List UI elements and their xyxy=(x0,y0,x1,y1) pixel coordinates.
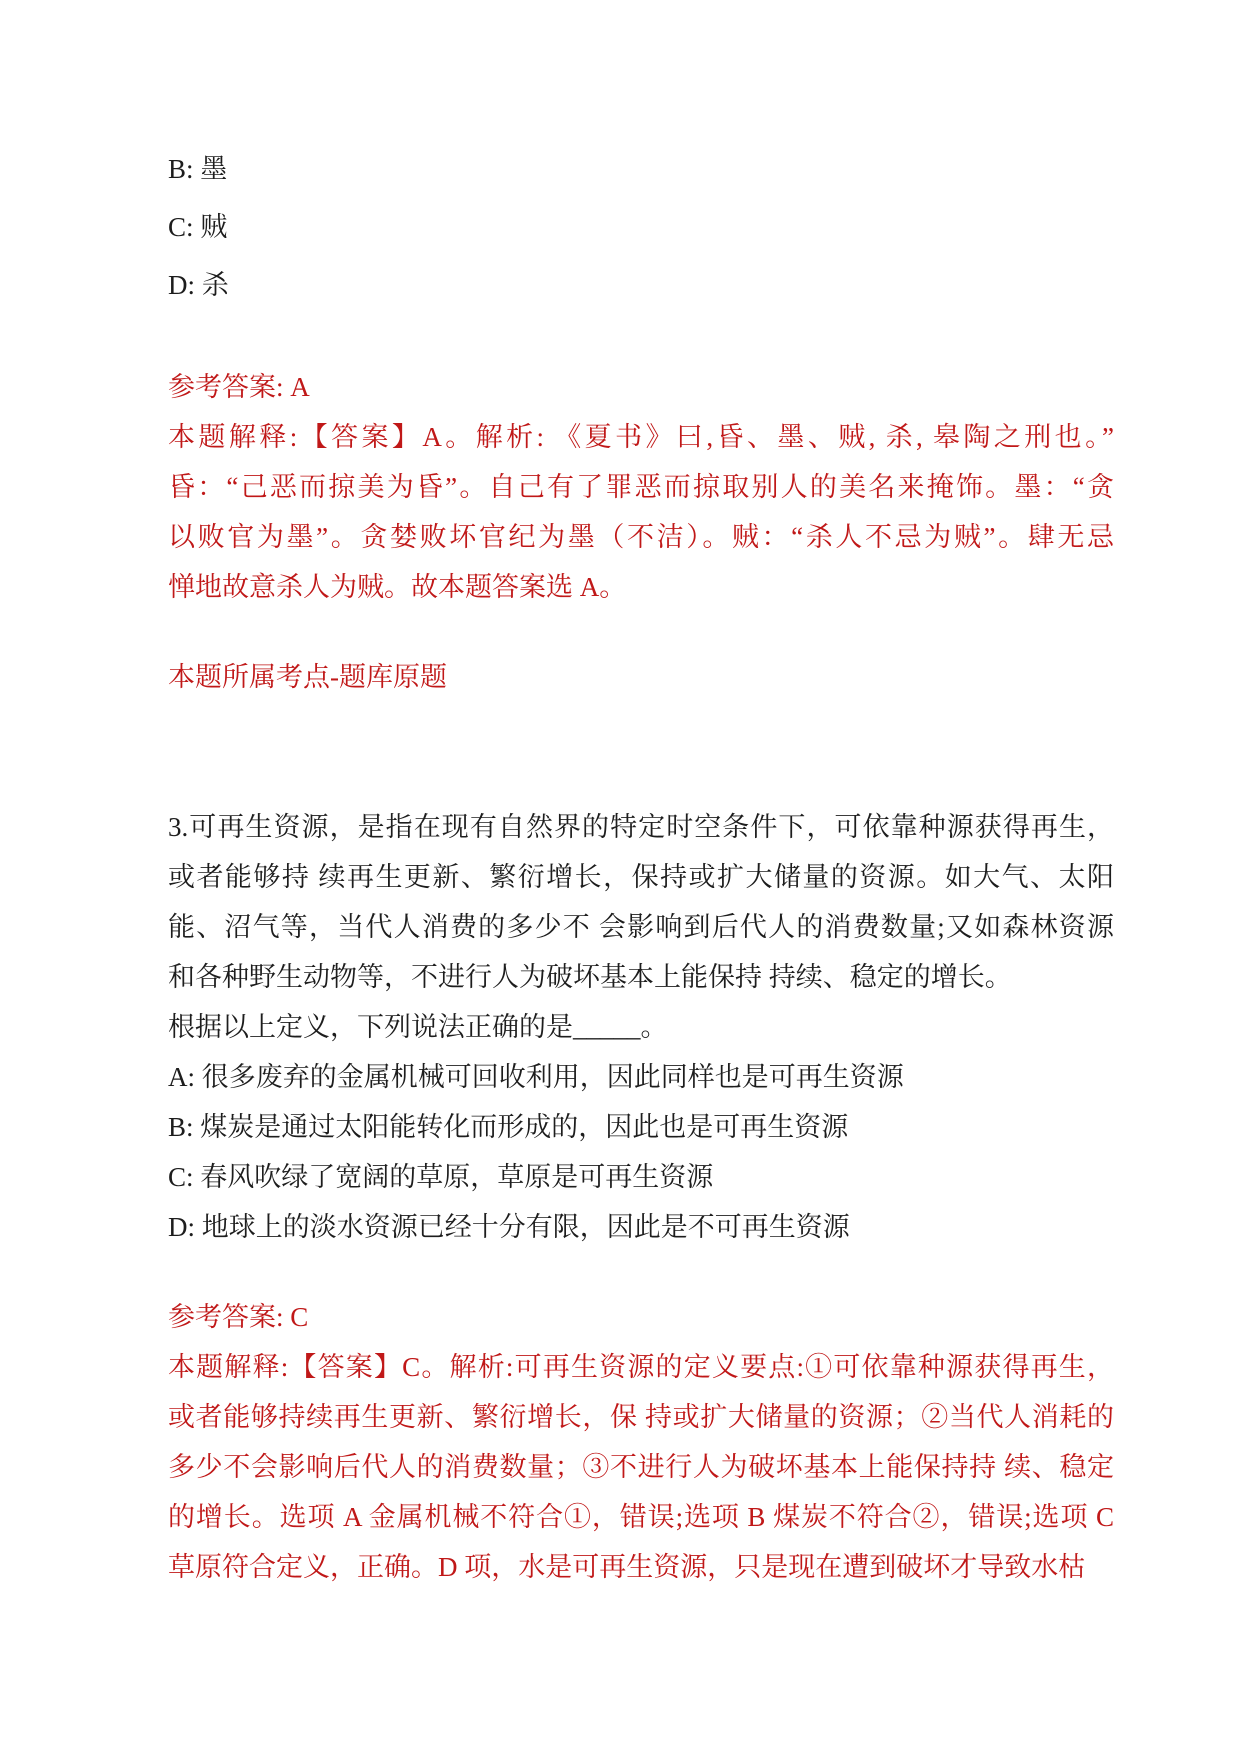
option-line: D: 地球上的淡水资源已经十分有限，因此是不可再生资源 xyxy=(168,1212,850,1242)
stem-line: 和各种野生动物等，不进行人为破坏基本上能保持 持续、稳定的增长。 xyxy=(168,962,1012,992)
question3-stem xyxy=(168,802,1114,1002)
question2-explanation xyxy=(168,412,1114,612)
question3-answer-line: 参考答案: C xyxy=(168,1302,309,1332)
question2-topic-note: 本题所属考点-题库原题 xyxy=(168,662,447,692)
option-line: A: 很多废弃的金属机械可回收利用，因此同样也是可再生资源 xyxy=(168,1062,904,1092)
question3-prompt: 根据以上定义，下列说法正确的是_____。 xyxy=(168,1012,668,1042)
explanation-line: 本题解释:【答案】A。解析: 《夏书》曰,昏、墨、贼, 杀, 皋陶之刑也。” xyxy=(168,422,1114,452)
stem-line: 3.可再生资源，是指在现有自然界的特定时空条件下，可依靠种源获得再生， xyxy=(168,812,1114,842)
option-line: C: 春风吹绿了宽阔的草原，草原是可再生资源 xyxy=(168,1162,714,1192)
explanation-line: 的增长。选项 A 金属机械不符合①，错误;选项 B 煤炭不符合②，错误;选项 C xyxy=(168,1502,1114,1532)
explanation-line: 惮地故意杀人为贼。故本题答案选 A。 xyxy=(168,572,627,602)
question2-answer-line: 参考答案: A xyxy=(168,372,310,402)
explanation-line: 本题解释:【答案】C。解析:可再生资源的定义要点:①可依靠种源获得再生， xyxy=(168,1352,1114,1382)
explanation-line: 或者能够持续再生更新、繁衍增长，保 持或扩大储量的资源；②当代人消耗的 xyxy=(168,1402,1114,1432)
option-line: C: 贼 xyxy=(168,212,228,242)
explanation-line: 昏：“己恶而掠美为昏”。自己有了罪恶而掠取别人的美名来掩饰。墨：“贪 xyxy=(168,472,1114,502)
question3-options xyxy=(168,1052,1114,1252)
stem-line: 能、沼气等，当代人消费的多少不 会影响到后代人的消费数量;又如森林资源 xyxy=(168,912,1114,942)
explanation-line: 以败官为墨”。贪婪败坏官纪为墨（不洁）。贼：“杀人不忌为贼”。肆无忌 xyxy=(168,522,1114,552)
option-line: B: 墨 xyxy=(168,154,228,184)
question3-explanation xyxy=(168,1342,1114,1592)
explanation-line: 草原符合定义，正确。D 项，水是可再生资源，只是现在遭到破坏才导致水枯 xyxy=(168,1552,1086,1582)
explanation-line: 多少不会影响后代人的消费数量；③不进行人为破坏基本上能保持持 续、稳定 xyxy=(168,1452,1114,1482)
option-line: B: 煤炭是通过太阳能转化而形成的，因此也是可再生资源 xyxy=(168,1112,849,1142)
option-line: D: 杀 xyxy=(168,270,229,300)
stem-line: 或者能够持 续再生更新、繁衍增长，保持或扩大储量的资源。如大气、太阳 xyxy=(168,862,1114,892)
question2-options xyxy=(168,140,1114,314)
